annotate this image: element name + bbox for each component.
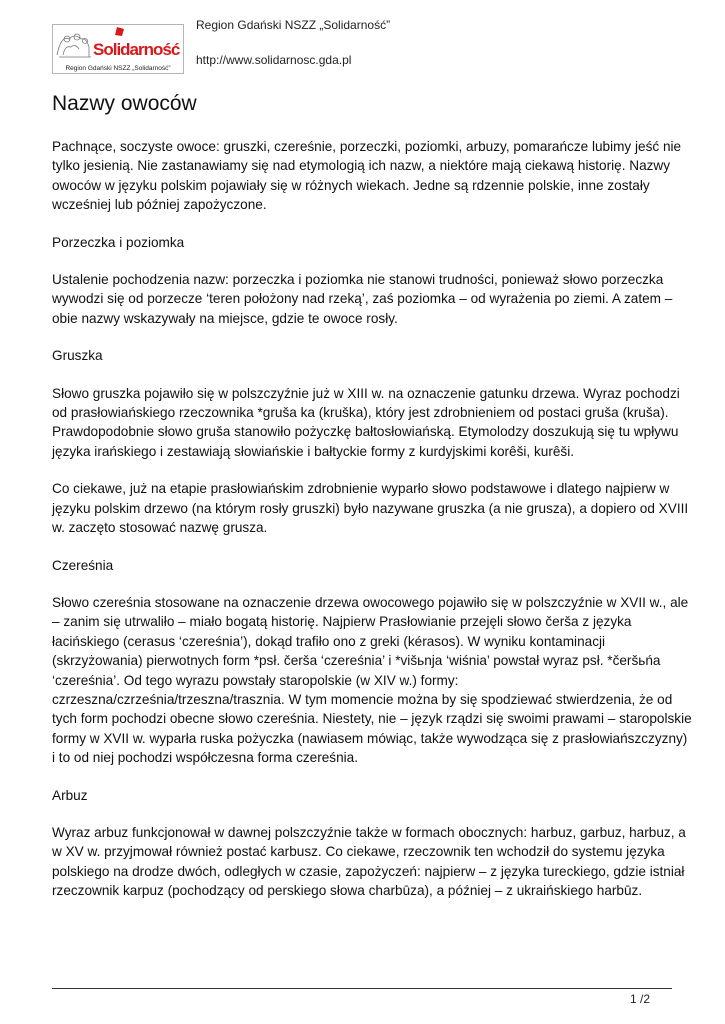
paragraph-porzeczka: Ustalenie pochodzenia nazw: porzeczka i poziomka nie stanowi trudności, ponieważ słowo porzeczka wywodzi się od porzecze ‘teren położony nad rzeką’, zaś poziomka – od wyrażenia po ziemi. A zatem – obie nazwy wskazywały na miejsce, gdzie te owoce rosły. xyxy=(52,272,673,326)
logo-wordmark: Solidarność xyxy=(93,40,180,59)
logo-graphic xyxy=(53,25,183,65)
footer-divider xyxy=(52,988,672,989)
website-url[interactable]: http://www.solidarnosc.gda.pl xyxy=(196,53,352,67)
page-number: 1 /2 xyxy=(629,992,650,1006)
region-name: Region Gdański NSZZ „Solidarność” xyxy=(196,18,391,32)
paragraph-gruszka-2: Co ciekawe, już na etapie prasłowiańskim zdrobnienie wyparło słowo podstawowe i dlatego najpierw w języku polskim drzewo (na którym rosły gruszki) było nazywane gruszka (a nie grusza), a dopiero od XVIII w. zaczęto stosować nazwę grusza. xyxy=(52,481,689,536)
article-title: Nazwy owoców xyxy=(52,92,197,115)
document-header xyxy=(52,14,672,74)
section-heading-gruszka: Gruszka xyxy=(52,348,103,364)
paragraph-arbuz: Wyraz arbuz funkcjonował w dawnej polszczyźnie także w formach obocznych: harbuz, garbuz, harbuz, a w XV w. przyjmował również postać karbusz. Co ciekawe, rzeczownik ten wchodził do systemu języka polskiego na drodze dwóch, odległych w czasie, zapożyczeń: najpierw – z języka tureckiego, gdzie istniał rzeczownik karpuz (pochodzący od perskiego słowa charbūza), a później – z ukraińskiego harbūz. xyxy=(52,824,686,899)
solidarnosc-logo xyxy=(52,24,184,74)
section-heading-arbuz: Arbuz xyxy=(52,787,88,803)
paragraph-gruszka-1: Słowo gruszka pojawiło się w polszczyźnie już w XIII w. na oznaczenie gatunku drzewa. Wyraz pochodzi od prasłowiańskiego rzeczownika *gruša ka (kruška), który jest zdrobnieniem od postaci gruša (kruša). Prawdopodobnie słowo gruša stanowiło pożyczkę bałtosłowiańską. Etymolodzy doszukują się tu wpływu języka irańskiego i zestawiają słowiańskie i bałtyckie formy z kurdyjskimi korêši, kurêši. xyxy=(52,385,680,459)
logo-flag xyxy=(115,27,124,36)
intro-paragraph: Pachnące, soczyste owoce: gruszki, czereśnie, porzeczki, poziomki, arbuzy, pomarańcze lubimy jeść nie tylko jesienią. Nie zastanawiamy się nad etymologią ich nazw, a niektóre mają ciekawą historię. Nazwy owoców w języku polskim pojawiały się w różnych wiekach. Jedne są rdzennie polskie, inne zostały wcześniej lub później zapożyczone. xyxy=(52,139,682,213)
section-heading-czeresnia: Czereśnia xyxy=(52,557,114,573)
logo-caption: Region Gdański NSZZ „Solidarność” xyxy=(65,65,171,72)
article-body xyxy=(52,137,692,919)
paragraph-czeresnia: Słowo czereśnia stosowane na oznaczenie drzewa owocowego pojawiło się w polszczyźnie w XVII w., ale – zanim się utrwaliło – miało bogatą historię. Najpierw Prasłowianie przejęli słowo čeršа z języka łacińskiego (cerasus ‘czereśnia’), dokąd trafiło ono z greki (kérasos). W wyniku kontaminacji (skrzyżowania) pierwotnych form *psł. čeršа ‘czereśnia’ i *višьnja ‘wiśnia’ powstał wyraz psł. *čeršьńa ‘czereśnia’. Od tego wyrazu powstały staropolskie (w XIV w.) formy: czrzeszna/czrześnia/trzeszna/trasznia. W tym momencie można by się spodziewać stwierdzenia, że od tych form pochodzi obecne słowo czereśnia. Niestety, nie – język rządzi się swoimi prawami – staropolskie formy w XVII w. wyparła ruska pożyczka (nawiasem mówiąc, także wywodząca się z prasłowiańszczyzny) i to od niej pochodzi współczesna forma czereśnia. xyxy=(52,594,692,766)
figures-drawing xyxy=(57,34,91,57)
section-heading-porzeczka: Porzeczka i poziomka xyxy=(52,234,185,250)
